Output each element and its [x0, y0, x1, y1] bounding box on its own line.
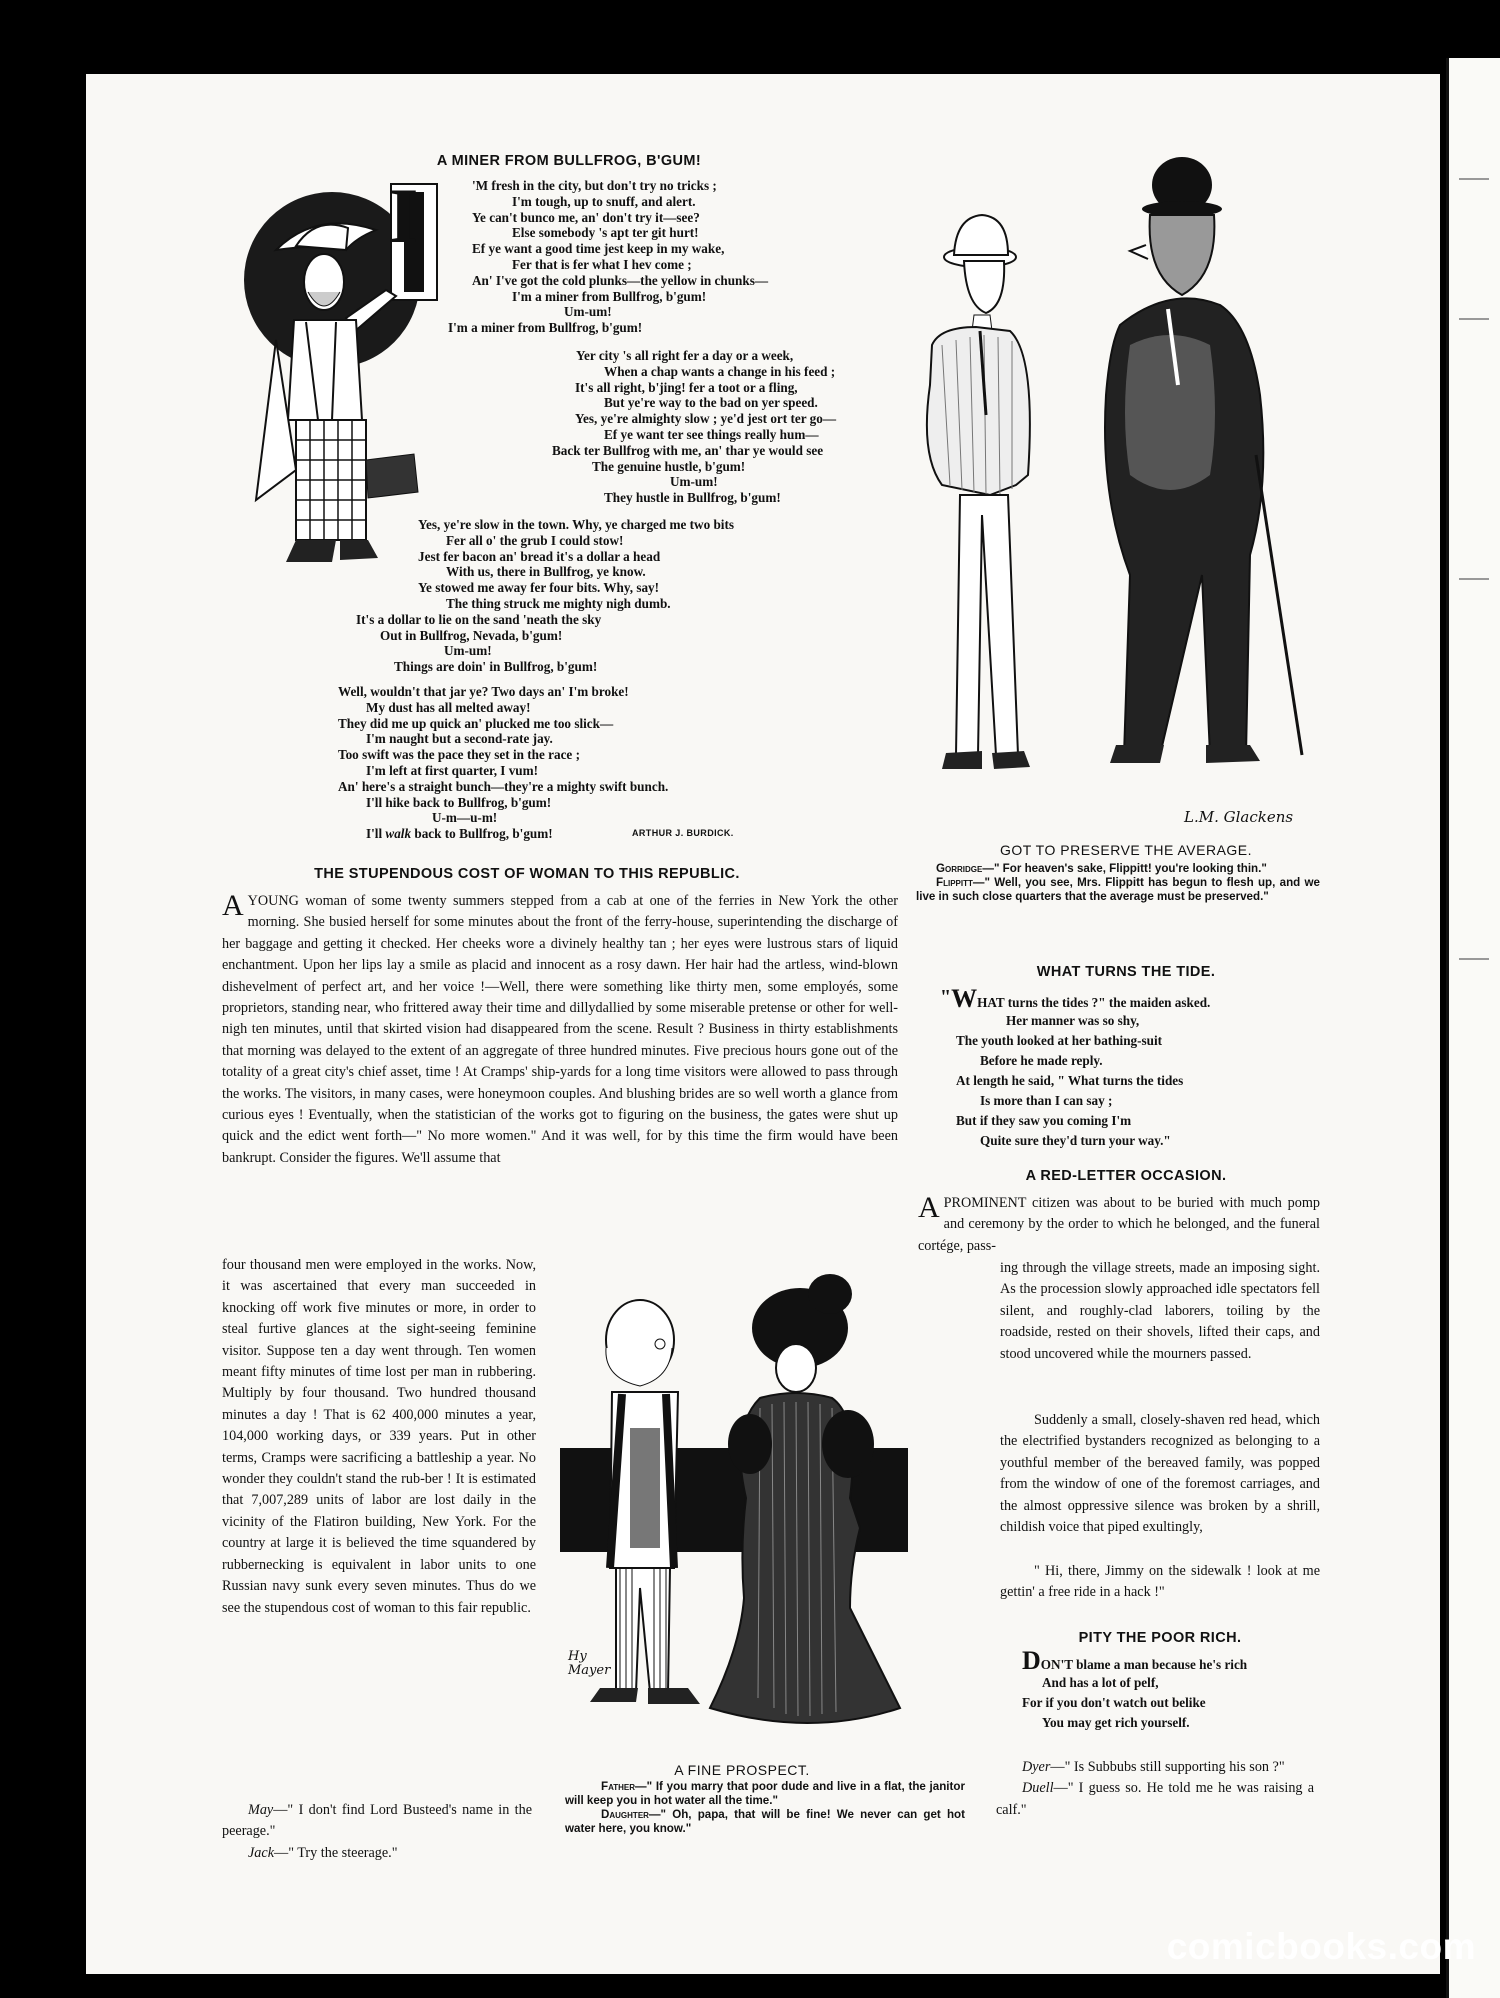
- verse-line: Ye stowed me away fer four bits. Why, say!: [418, 580, 660, 596]
- verse-line: An' I've got the cold plunks—the yellow in chunks—: [472, 272, 769, 288]
- verse-line: Fer all o' the grub I could stow!: [446, 532, 624, 548]
- facing-page-edge: [1446, 58, 1500, 1998]
- verse-line: You may get rich yourself.: [1042, 1714, 1190, 1730]
- woman-article-top: A YOUNG woman of some twenty summers stepped from a cab at one of the ferries in New York the other morning. She busied herself for some minutes about the front of the ferry-house, superintending the discharge of her baggage and getting it checked. Her cheeks wore a divinely healthy tan ; her eyes were lustrous stars of liquid enchantment. Upon her lips lay a smile as placid and innocent as a rosy dawn. Her hair had the artless, wind-blown dishevelment of perfect art, and her voice !—Well, there were something like thirty men, some employés, some proprietors, standing near, who frittered away their time and dillydallied by some miserable pretense or other for well-nigh ten minutes, until that skirted vision had disappeared from the scene. Result ? Business in thirty establishments that morning was delayed to the extent of an aggregate of three hundred minutes. Five precious hours gone out of the totality of a great city's chief asset, time ! At Cramps' ship-yards for a long time visitors were allowed to pass through the works. The visitors, in many cases, were honeymoon couples. And blushing brides are so well worth a glance from curious eyes ! Eventually, when the statistician of the works got to figuring on the business, the gates were shut up quick and the edict went forth—" No more women." And it was well, for by this time the firm would have been bankrupt. Consider the figures. We'll assume that: [222, 889, 898, 1166]
- verse-line: Her manner was so shy,: [1006, 1012, 1140, 1028]
- occasion-para-top: A PROMINENT citizen was about to be buried with much pomp and ceremony by the order to which he belonged, and the funeral cortége, pass-: [918, 1191, 1320, 1254]
- miner-stanza-3: [356, 517, 734, 675]
- verse-line: It's a dollar to lie on the sand 'neath the sky: [356, 611, 602, 627]
- verse-line: U-m—u-m!: [432, 810, 498, 826]
- verse-line: At length he said, " What turns the tides: [956, 1072, 1184, 1088]
- miner-drop-initial: I: [388, 172, 419, 259]
- open-quote: ": [940, 986, 952, 1008]
- verse-line: Jest fer bacon an' bread it's a dollar a head: [418, 548, 661, 564]
- verse-line: I'll hike back to Bullfrog, b'gum!: [366, 794, 552, 810]
- verse-line: For if you don't watch out belike: [1022, 1694, 1206, 1710]
- two-men-illustration: [920, 155, 1320, 825]
- miner-author: ARTHUR J. BURDICK.: [632, 828, 734, 838]
- occasion-para-2: Suddenly a small, closely-shaven red head, which the electrified bystanders recognized as belonging to a youthful member of the bereaved family, was popped from the window of one of the foremost carriages, and the almost oppressive silence was broken by a shrill, childish voice that piped exultingly,: [1000, 1412, 1320, 1536]
- verse-line: Out in Bullfrog, Nevada, b'gum!: [380, 627, 563, 643]
- verse-line: But ye're way to the bad on yer speed.: [604, 395, 818, 411]
- prospect-signature: Hy Mayer: [568, 1649, 611, 1678]
- verse-line: Ye can't bunco me, an' don't try it—see?: [472, 209, 700, 225]
- verse-line: With us, there in Bullfrog, ye know.: [446, 564, 646, 580]
- verse-line: Um-um!: [670, 474, 718, 490]
- verse-line: I'm a miner from Bullfrog, b'gum!: [448, 320, 643, 336]
- verse-line: Is more than I can say ;: [980, 1092, 1113, 1108]
- father-daughter-illustration: [560, 1268, 920, 1758]
- miner-poem-title: A MINER FROM BULLFROG, B'GUM!: [436, 153, 702, 169]
- woman-article-bottom: four thousand men were employed in the works. Now, it was ascertained that every man succeeded in knocking off work five minutes or more, in order to steal furtive glances at the sight-seeing feminine visitor. Suppose ten a day went through. Ten women meant fifty minutes of time lost per man in rubbering. Multiply by four thousand. Two hundred thousand minutes a day ! That is 62 400,000 minutes a year, 104,000 working days, or 339 years. Put in other terms, Cramps were sacrificing a battleship a year. No wonder they couldn't stand the rub-ber ! It is estimated that 7,007,289 units of labor are lost daily in the vicinity of the Flatiron building, New York. For the country at large it is believed the time squandered by rubbernecking is equivalent in labor units to one Russian navy sunk every seven minutes. Thus do we see the stupendous cost of woman to this fair republic.: [222, 1257, 536, 1616]
- occasion-para-rest: ing through the village streets, made an imposing sight. As the procession slowly approached idle spectators fell silent, and roughly-clad laborers, toiling by the roadside, rested on their shovels, lifted their caps, and stood uncovered while the mourners passed.: [1000, 1260, 1320, 1362]
- tide-poem-title: WHAT TURNS THE TIDE.: [1036, 964, 1216, 980]
- drop-initial: W: [951, 984, 978, 1013]
- verse-line: They did me up quick an' plucked me too slick—: [338, 715, 614, 731]
- verse-line: When a chap wants a change in his feed ;: [604, 363, 836, 379]
- verse-line: My dust has all melted away!: [366, 699, 531, 715]
- verse-line: The genuine hustle, b'gum!: [592, 458, 746, 474]
- verse-line: Else somebody 's apt ter git hurt!: [512, 225, 699, 241]
- calf-joke: Dyer—" Is Subbubs still supporting his son ?" Duell—" I guess so. He told me he was raising a calf.": [996, 1759, 1314, 1818]
- verse-line: They hustle in Bullfrog, b'gum!: [604, 490, 781, 506]
- verse-line: Too swift was the pace they set in the race ;: [338, 747, 580, 763]
- verse-line: Before he made reply.: [980, 1052, 1103, 1068]
- average-caption-text: Gorridge—" For heaven's sake, Flippitt! you're looking thin." Flippitt—" Well, you see, Mrs. Flippitt has begun to flesh up, and we live in such close quarters that the average must be preserved.": [916, 862, 1320, 903]
- verse-line: The thing struck me mighty nigh dumb.: [446, 595, 671, 611]
- verse-line: Yer city 's all right fer a day or a week,: [576, 348, 794, 363]
- verse-line: An' here's a straight bunch—they're a mighty swift bunch.: [338, 778, 669, 794]
- prospect-caption-text: Father—" If you marry that poor dude and live in a flat, the janitor will keep you in hot water all the time." Daughter—" Oh, papa, that will be fine! We never can get hot water here, you know.": [565, 1780, 965, 1835]
- verse-line: 'M fresh in the city, but don't try no tricks ;: [472, 178, 717, 193]
- drop-initial: A: [918, 1191, 940, 1224]
- verse-line: Um-um!: [444, 643, 492, 659]
- rich-poem: DON'T blame a man because he's rich And has a lot of pelf, For if you don't watch out belike You may get rich yourself.: [1022, 1652, 1247, 1733]
- verse-line: I'm tough, up to snuff, and alert.: [512, 193, 696, 209]
- occasion-title: A RED-LETTER OCCASION.: [1025, 1168, 1227, 1184]
- verse-line: I'm naught but a second-rate jay.: [366, 731, 553, 747]
- woman-article-title: THE STUPENDOUS COST OF WOMAN TO THIS REPUBLIC.: [314, 866, 740, 882]
- prospect-caption-title: A FINE PROSPECT.: [674, 1762, 810, 1778]
- verse-line: Fer that is fer what I hev come ;: [512, 256, 692, 272]
- verse-line: Ef ye want a good time jest keep in my wake,: [472, 241, 725, 257]
- verse-line: I'm a miner from Bullfrog, b'gum!: [512, 288, 707, 304]
- verse-line: Yes, ye're almighty slow ; ye'd jest ort ter go—: [575, 411, 837, 427]
- drop-initial: D: [1022, 1646, 1041, 1675]
- verse-line: It's all right, b'jing! fer a toot or a fling,: [575, 379, 798, 395]
- rich-poem-title: PITY THE POOR RICH.: [1078, 1630, 1242, 1646]
- miner-stanza-1: [448, 178, 769, 336]
- verse-line: And has a lot of pelf,: [1042, 1674, 1159, 1690]
- miner-stanza-2: [552, 348, 837, 506]
- verse-line: But if they saw you coming I'm: [956, 1112, 1132, 1128]
- verse-line: Ef ye want ter see things really hum—: [604, 426, 819, 442]
- miner-stanza-4: [338, 684, 668, 842]
- average-caption-title: GOT TO PRESERVE THE AVERAGE.: [999, 842, 1253, 858]
- drop-initial: A: [222, 889, 244, 922]
- verse-line: I'm left at first quarter, I vum!: [366, 762, 539, 778]
- verse-line: Quite sure they'd turn your way.": [980, 1132, 1171, 1148]
- verse-line: Back ter Bullfrog with me, an' thar ye would see: [552, 442, 824, 458]
- site-watermark[interactable]: comicbooks.com: [1166, 1926, 1476, 1967]
- verse-line: Yes, ye're slow in the town. Why, ye charged me two bits: [418, 517, 734, 532]
- verse-line: The youth looked at her bathing-suit: [956, 1032, 1163, 1048]
- verse-line: Um-um!: [564, 304, 612, 320]
- verse-line: Things are doin' in Bullfrog, b'gum!: [394, 659, 598, 675]
- average-signature: L.M. Glackens: [1184, 808, 1294, 826]
- tide-poem: "WHAT turns the tides ?" the maiden asked. Her manner was so shy, The youth looked at her bathing-suit Before he made reply. At length he said, " What turns the tides Is more than I can say ; But if they saw you coming I'm Quite sure they'd turn your way.": [940, 990, 1210, 1151]
- occasion-para-3: " Hi, there, Jimmy on the sidewalk ! look at me gettin' a free ride in a hack !": [1000, 1563, 1320, 1601]
- peerage-joke: May—" I don't find Lord Busteed's name in the peerage." Jack—" Try the steerage.": [222, 1802, 532, 1861]
- verse-line: Well, wouldn't that jar ye? Two days an' I'm broke!: [338, 684, 629, 699]
- verse-last-line: I'll walk back to Bullfrog, b'gum!: [366, 826, 553, 842]
